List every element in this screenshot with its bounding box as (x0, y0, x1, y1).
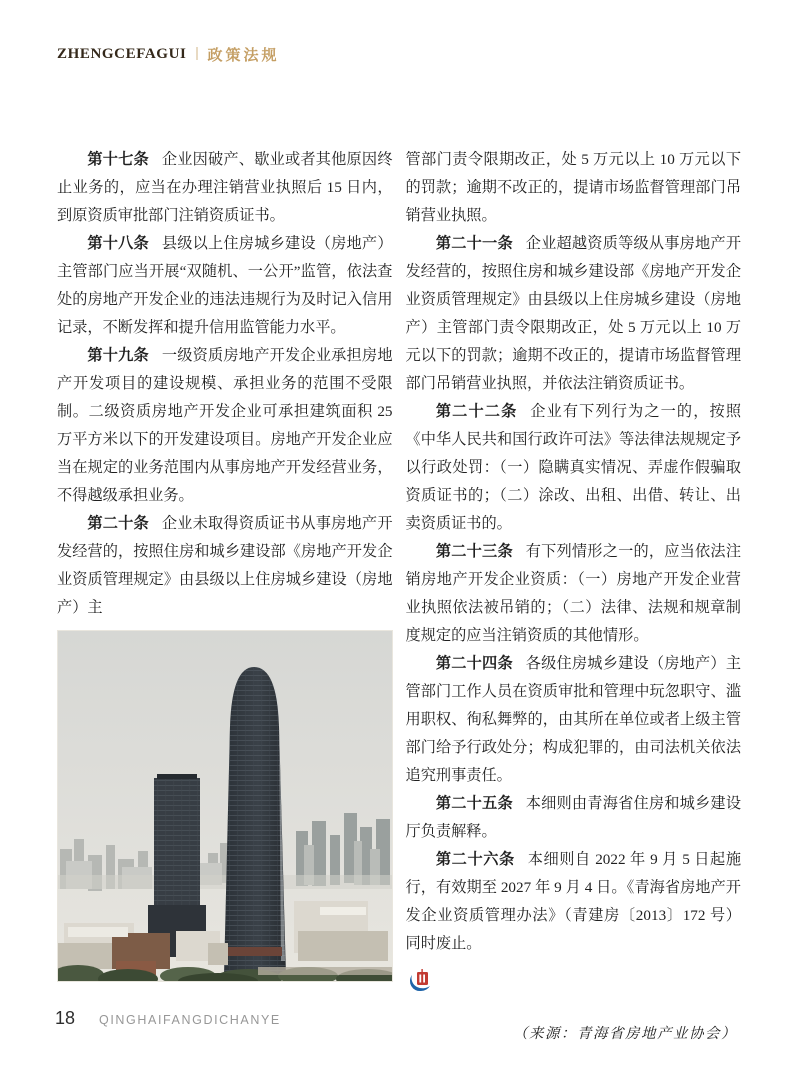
header-divider: | (195, 45, 199, 61)
city-skyline-photo (57, 630, 393, 982)
article-number: 第二十三条 (435, 543, 513, 560)
article-body: 管部门责令限期改正，处 5 万元以上 10 万元以下的罚款；逾期不改正的，提请市场监督管理部门吊销营业执照。 (405, 151, 741, 224)
source-note: （来源：青海省房地产业协会） (513, 1026, 737, 1042)
article-paragraph-21 (406, 230, 742, 398)
article-body: 企业未取得资质证书从事房地产开发经营的，按照住房和城乡建设部《房地产开发企业资质管理规定》由县级以上住房城乡建设（房地产）主 (57, 515, 393, 616)
page-number: 18 (55, 1008, 76, 1028)
publisher-logo-end-mark-icon (408, 968, 742, 996)
article-body: 企业因破产、歇业或者其他原因终止业务的，应当在办理注销营业执照后 15 日内，到原资质审批部门注销资质证书。 (57, 151, 393, 224)
section-title-pinyin: ZHENGCEFAGUI (57, 46, 187, 62)
page-footer (55, 1008, 281, 1029)
article-paragraph-25 (406, 790, 742, 846)
article-body: 本细则由青海省住房和城乡建设厅负责解释。 (405, 795, 742, 840)
article-paragraph-20-continuation (406, 146, 742, 230)
article-body: 一级资质房地产开发企业承担房地产开发项目的建设规模、承担业务的范围不受限制。二级资质房地产开发企业可承担建筑面积 25 万平方米以下的开发建设项目。房地产开发企业应当在规定的业务范围内从事房地产开发经营业务，不得越级承担业务。 (57, 347, 393, 504)
article-paragraph-19 (57, 342, 393, 510)
article-body: 企业有下列行为之一的，按照《中华人民共和国行政许可法》等法律法规规定予以行政处罚：（一）隐瞒真实情况、弄虚作假骗取资质证书的；（二）涂改、出租、出借、转让、出卖资质证书的。 (405, 403, 742, 532)
article-number: 第二十六条 (435, 851, 515, 868)
article-paragraph-22 (406, 398, 742, 538)
article-number: 第二十条 (87, 515, 149, 532)
article-number: 第十九条 (87, 347, 149, 364)
article-number: 第二十四条 (435, 655, 513, 672)
article-paragraph-24 (406, 650, 742, 790)
article-paragraph-18 (57, 230, 393, 342)
page-header (57, 44, 279, 65)
article-number: 第十七条 (87, 151, 149, 168)
article-paragraph-17 (57, 146, 393, 230)
article-body: 各级住房城乡建设（房地产）主管部门工作人员在资质审批和管理中玩忽职守、滥用职权、徇私舞弊的，由其所在单位或者上级主管部门给予行政处分；构成犯罪的，由司法机关依法追究刑事责任。 (405, 655, 742, 784)
journal-name-pinyin: QINGHAIFANGDICHANYE (99, 1013, 281, 1027)
article-number: 第二十一条 (435, 235, 513, 252)
article-paragraph-26 (406, 846, 742, 958)
section-title-cn: 政策法规 (207, 48, 280, 64)
article-paragraph-23 (406, 538, 742, 650)
article-body: 县级以上住房城乡建设（房地产）主管部门应当开展“双随机、一公开”监管，依法查处的房地产开发企业的违法违规行为及时记入信用记录，不断发挥和提升信用监管能力水平。 (57, 235, 393, 336)
article-number: 第二十二条 (435, 403, 518, 420)
article-number: 第二十五条 (435, 795, 513, 812)
article-body: 企业超越资质等级从事房地产开发经营的，按照住房和城乡建设部《房地产开发企业资质管理规定》由县级以上住房城乡建设（房地产）主管部门责令限期改正，处 5 万元以上 10 万元以下的罚款；逾期不改正的，提请市场监督管理部门吊销营业执照，并依法注销资质证书。 (405, 235, 742, 392)
article-paragraph-20 (57, 510, 393, 622)
right-column (406, 146, 742, 1048)
article-body: 本细则自 2022 年 9 月 5 日起施行，有效期至 2027 年 9 月 4 日。《青海省房地产开发企业资质管理办法》（青建房〔2013〕172 号）同时废止。 (405, 851, 742, 952)
article-body: 有下列情形之一的，应当依法注销房地产开发企业资质：（一）房地产开发企业营业执照依法被吊销的；（二）法律、法规和规章制度规定的应当注销资质的其他情形。 (405, 543, 742, 644)
article-number: 第十八条 (87, 235, 149, 252)
